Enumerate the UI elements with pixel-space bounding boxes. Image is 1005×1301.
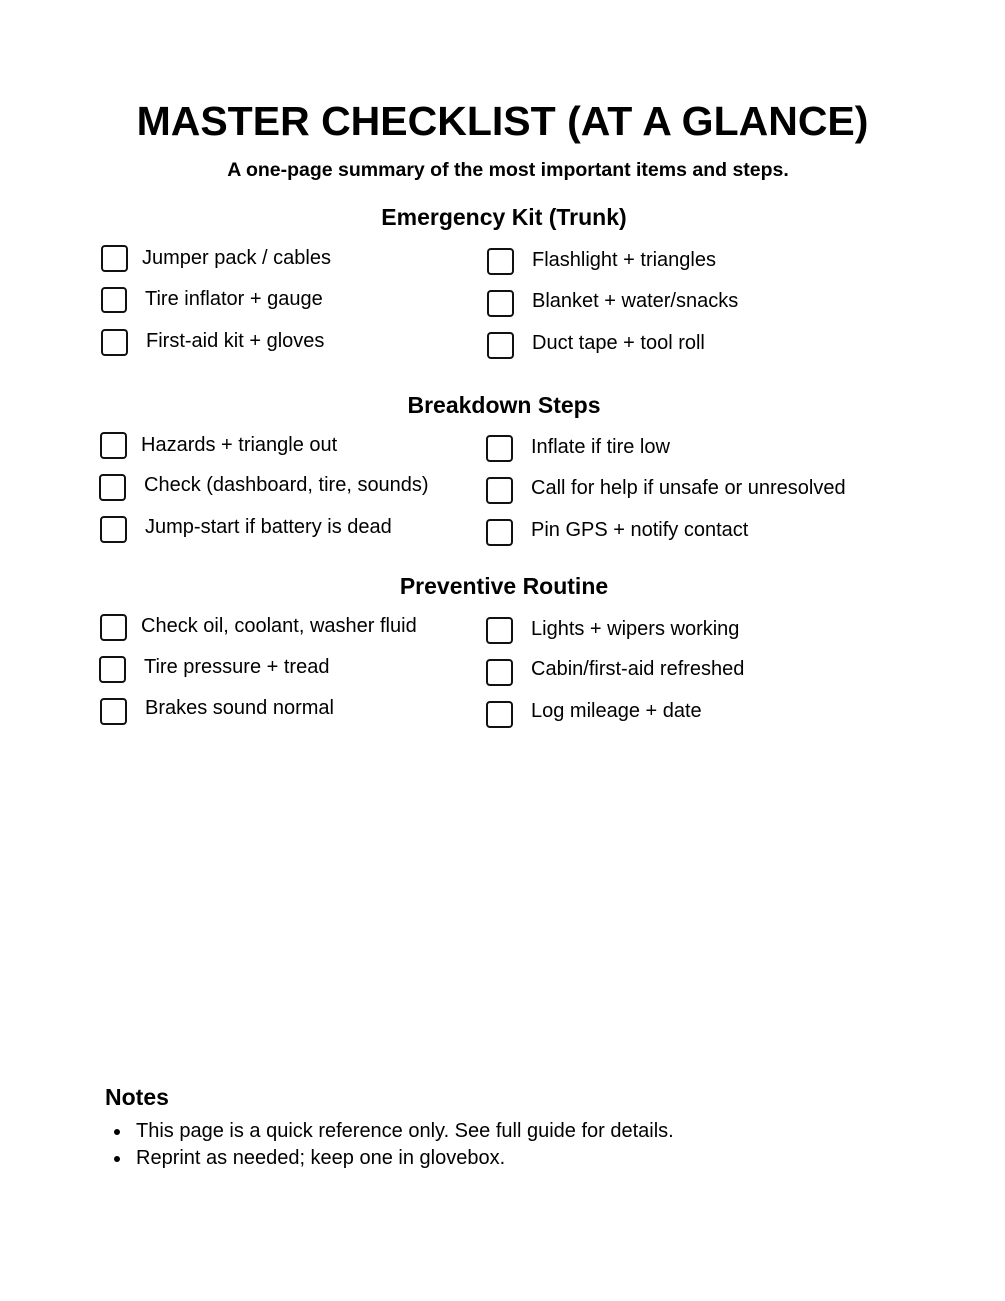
checklist-item-label: Inflate if tire low xyxy=(531,436,670,458)
checkbox-icon[interactable] xyxy=(487,290,514,317)
checklist-item-label: Jumper pack / cables xyxy=(142,247,331,269)
checklist-item-label: First-aid kit + gloves xyxy=(146,330,325,352)
checkbox-icon[interactable] xyxy=(486,477,513,504)
checkbox-icon[interactable] xyxy=(99,656,126,683)
checklist-item-label: Jump-start if battery is dead xyxy=(145,516,392,538)
checklist-item-label: Cabin/first-aid refreshed xyxy=(531,658,745,680)
section-heading-breakdown-steps: Breakdown Steps xyxy=(407,392,601,418)
notes-list-item xyxy=(105,1118,674,1145)
checkbox-icon[interactable] xyxy=(101,329,128,356)
checklist-item-label: Check oil, coolant, washer fluid xyxy=(141,615,417,637)
checkbox-icon[interactable] xyxy=(487,248,514,275)
checkbox-icon[interactable] xyxy=(100,698,127,725)
checklist-item-label: Tire inflator + gauge xyxy=(145,288,323,310)
section-heading-emergency-kit: Emergency Kit (Trunk) xyxy=(381,204,627,230)
section-heading-preventive-routine: Preventive Routine xyxy=(399,573,609,599)
checkbox-icon[interactable] xyxy=(486,519,513,546)
notes-list-item xyxy=(105,1145,674,1172)
checklist-item-label: Lights + wipers working xyxy=(531,618,740,640)
page-title: MASTER CHECKLIST (AT A GLANCE) xyxy=(136,98,869,144)
checkbox-icon[interactable] xyxy=(100,516,127,543)
checklist-item-label: Call for help if unsafe or unresolved xyxy=(531,477,846,499)
notes-list xyxy=(105,1118,674,1172)
checklist-item-label: Tire pressure + tread xyxy=(144,656,330,678)
checkbox-icon[interactable] xyxy=(486,659,513,686)
checklist-item-label: Check (dashboard, tire, sounds) xyxy=(144,474,429,496)
checklist-item-label: Hazards + triangle out xyxy=(141,434,338,456)
checklist-item-label: Duct tape + tool roll xyxy=(532,332,705,354)
notes-item-text: This page is a quick reference only. See full guide for details. xyxy=(136,1120,674,1142)
notes-heading: Notes xyxy=(105,1084,169,1110)
checklist-item-label: Brakes sound normal xyxy=(145,697,334,719)
checkbox-icon[interactable] xyxy=(486,617,513,644)
checkbox-icon[interactable] xyxy=(100,432,127,459)
checklist-item-label: Blanket + water/snacks xyxy=(532,290,739,312)
checkbox-icon[interactable] xyxy=(100,614,127,641)
checkbox-icon[interactable] xyxy=(101,245,128,272)
checkbox-icon[interactable] xyxy=(486,435,513,462)
checklist-item-label: Pin GPS + notify contact xyxy=(531,519,749,541)
bullet-icon xyxy=(114,1156,120,1162)
checkbox-icon[interactable] xyxy=(486,701,513,728)
checkbox-icon[interactable] xyxy=(487,332,514,359)
page-subtitle: A one-page summary of the most important items and steps. xyxy=(227,159,789,181)
checkbox-icon[interactable] xyxy=(99,474,126,501)
checklist-item-label: Log mileage + date xyxy=(531,700,702,722)
bullet-icon xyxy=(114,1129,120,1135)
checkbox-icon[interactable] xyxy=(101,287,127,313)
notes-item-text: Reprint as needed; keep one in glovebox. xyxy=(136,1147,506,1169)
checklist-item-label: Flashlight + triangles xyxy=(532,249,716,271)
